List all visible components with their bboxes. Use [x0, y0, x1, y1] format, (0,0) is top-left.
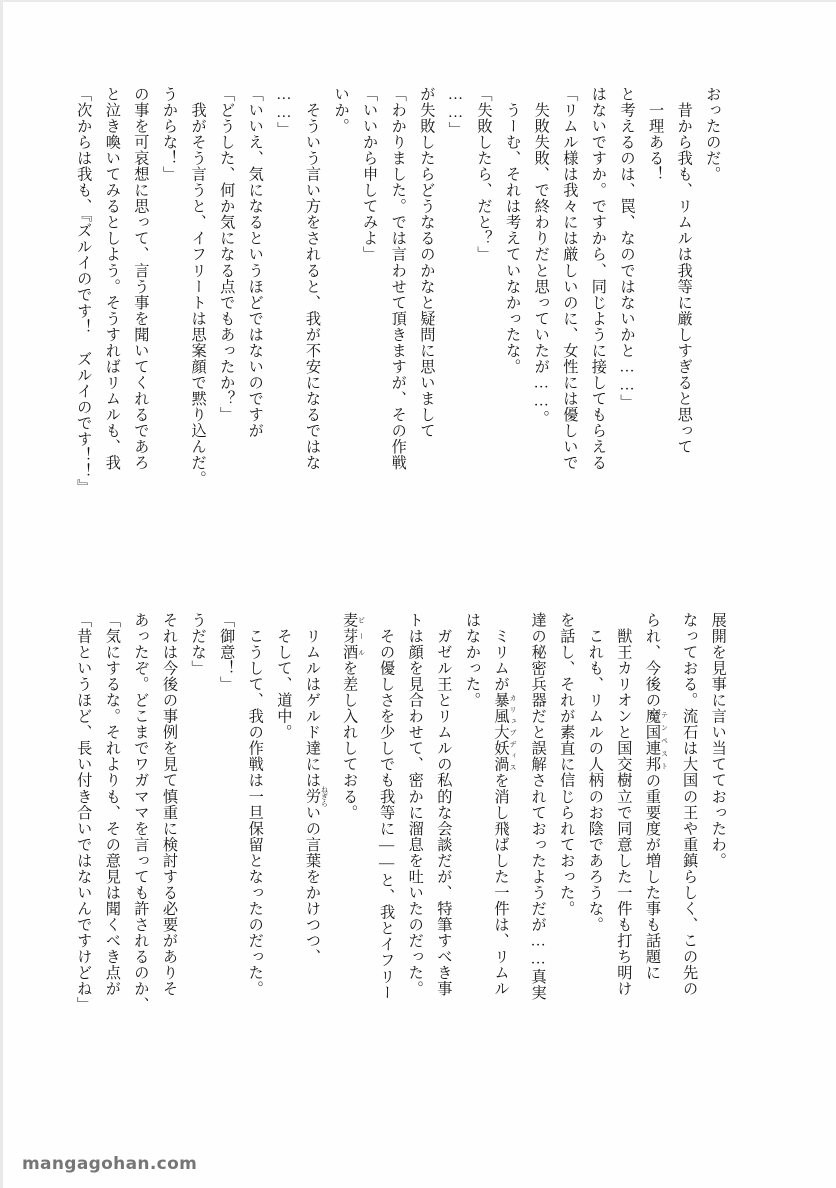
text-column: 「わかりました。では言わせて頂きますが、その作戦 [389, 86, 407, 471]
text-column: ……」 [275, 86, 293, 138]
text-column: と泣き喚いてみるとしよう。そうすればリムルも、我 [103, 86, 121, 471]
text-column: 昔から我も、リムルは我等に厳しすぎると思って [675, 86, 693, 455]
text-column: の事を可哀想に思って、言う事を聞いてくれるであろ [132, 86, 150, 471]
text-column: 獣王カリオンと国交樹立で同意した一件も打ち明け [615, 612, 633, 997]
text-column: はないですか。ですから、同じように接してもらえる [589, 86, 607, 471]
text-column: られ、今後の魔国連邦 テンペストの重要度が増した事も話題に [643, 612, 669, 981]
text-column: そういう言い方をされると、我が不安になるではな [303, 86, 321, 471]
novel-text-lower [76, 612, 776, 1142]
text-column: うーむ、それは考えていなかったな。 [504, 86, 522, 375]
text-column: 「昔というほど、長い付き合いではないんですけどね」 [75, 612, 93, 1013]
text-column: これも、リムルの人柄のお陰であろうな。 [586, 612, 604, 933]
text-column: ……」 [446, 86, 464, 138]
text-column: 失敗失敗、で終わりだと思っていたが……。 [532, 86, 550, 427]
text-column: と考えるのは、罠、なのではないかと……」 [618, 86, 636, 411]
text-column: そして、道中。 [275, 612, 293, 741]
text-column: いか。 [332, 86, 350, 135]
text-column: その優しさを少しでも我等に――と、我とイフリー [378, 612, 396, 1001]
text-column: おったのだ。 [704, 86, 722, 183]
text-column: 「失敗したら、だと？」 [475, 86, 493, 263]
text-column: を話し、それが素直に信じられておった。 [558, 612, 576, 917]
text-column: あったぞ。どこまでワガママを言っても許されるのか、 [132, 612, 150, 1013]
text-column: 「リムル様は我々には厳しいのに、女性には優しいで [561, 86, 579, 471]
page-edge-top [0, 0, 836, 2]
text-column: 「いいえ、気になるというほどではないのですが [246, 86, 264, 439]
site-watermark: mangagohan.com [22, 1154, 198, 1174]
text-column: トは顔を見合わせて、密かに溜息を吐いたのだった。 [406, 612, 424, 997]
text-column: 我がそう言うと、イフリートは思案顔で黙り込んだ。 [189, 86, 207, 487]
page-edge-left [0, 0, 3, 1188]
text-column: が失敗したらどうなるのかなと疑問に思いまして [418, 86, 436, 439]
text-column: こうして、我の作戦は一旦保留となったのだった。 [246, 612, 264, 997]
text-column: ガゼル王とリムルの私的な会談だが、特筆すべき事 [435, 612, 453, 997]
text-column: 「御意！」 [218, 612, 236, 693]
text-column: リムルはゲルド達には労 ねぎらいの言葉をかけつつ、 [303, 612, 329, 965]
text-column: それは今後の事例を見て慎重に検討する必要がありそ [160, 612, 178, 997]
text-column: 「いいから申してみよ」 [361, 86, 379, 263]
text-column: 一理ある！ [647, 86, 665, 183]
novel-text-upper [76, 86, 776, 586]
text-column: なっておる。流石は大国の王や重鎮らしく、この先の [681, 612, 699, 997]
text-column: 「どうした、何か気になる点でもあったか？」 [218, 86, 236, 423]
text-column: うからな！」 [160, 86, 178, 183]
text-column: 展開を見事に言い当てておったわ。 [709, 612, 727, 869]
text-column: はなかった。 [463, 612, 481, 709]
text-column: 麦芽酒 ビールを差し入れしておる。 [341, 612, 366, 821]
text-column: 「次からは我も、『ズルイのです！ ズルイのです！！』 [75, 86, 93, 496]
text-column: 「気にするな。それよりも、その意見は聞くべき点が [103, 612, 121, 997]
text-column: 達の秘密兵器だと誤解されておったようだが……真実 [529, 612, 547, 1001]
text-column: ミリムが暴風大妖渦 カリュブディスを消し飛ばした一件は、リムル [492, 612, 518, 997]
text-column: うだな」 [189, 612, 207, 677]
